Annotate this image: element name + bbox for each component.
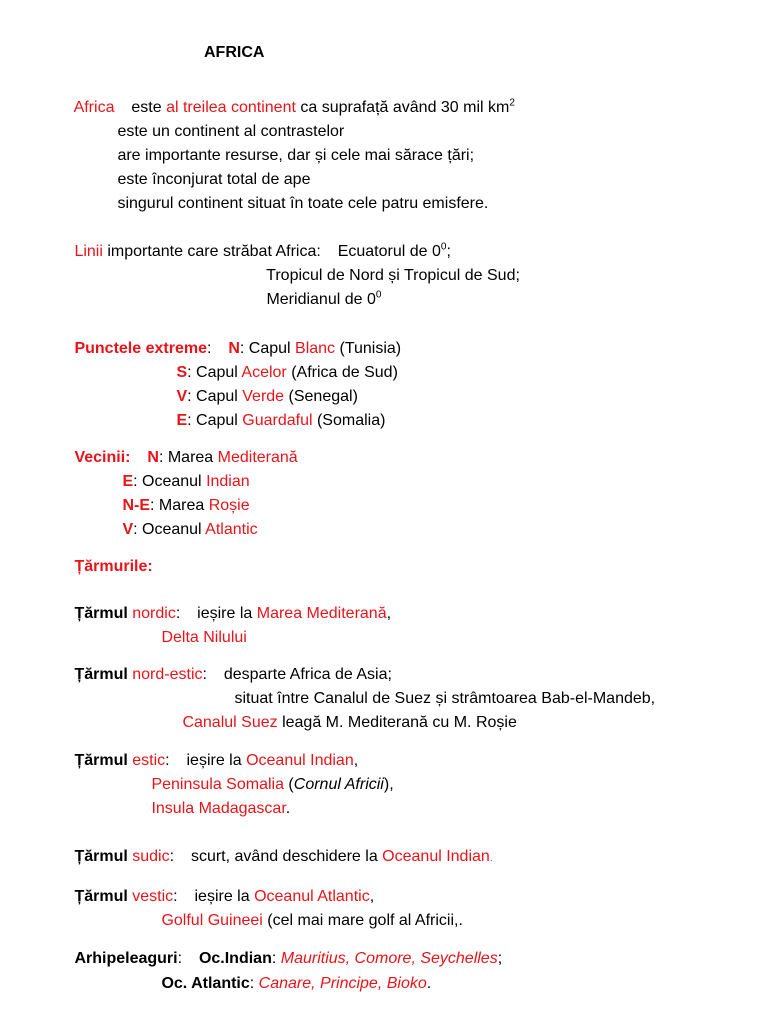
direction: E: [122, 473, 134, 490]
text: :: [177, 950, 187, 967]
text: ;: [497, 950, 503, 967]
place-name: Peninsula Somalia: [151, 776, 284, 793]
text: importante care străbat Africa:: [102, 243, 326, 260]
tarm-nordestic-sub: [222, 690, 655, 708]
intro-sub-line: [105, 195, 488, 213]
tarm-sudic-line: Țărmul sudic: scurt, având deschidere la Oceanul Indian.: [74, 848, 493, 865]
place-name: Guardaful: [242, 412, 313, 429]
vecini-sub-line: [110, 473, 250, 491]
puncte-line: [62, 340, 401, 358]
page-title: AFRICA: [204, 44, 265, 61]
superscript: 0: [440, 241, 447, 253]
place-name: Insula Madagascar: [151, 800, 286, 817]
text: ieșire la: [186, 752, 247, 769]
place-name: Delta Nilului: [161, 629, 247, 646]
tarm-nordestic-line: Țărmul nord-estic: desparte Africa de Asia;: [74, 666, 392, 683]
text: : Capul: [187, 412, 243, 429]
arhipelaguri-label: Arhipeleaguri: [74, 950, 178, 967]
tarm-nordic-line: Țărmul nordic: ieșire la Marea Mediterană,: [74, 605, 392, 622]
direction: S: [176, 364, 188, 381]
intro-sub-line: [105, 147, 474, 165]
puncte-sub-line: [164, 388, 358, 406]
puncte-label: Punctele extreme: [74, 340, 207, 357]
vecini-label: Vecinii:: [74, 449, 131, 466]
text: .: [489, 853, 493, 864]
island-list: Mauritius, Comore, Seychelles: [280, 950, 498, 967]
text: :: [206, 340, 216, 357]
intro-sub-line: [105, 171, 310, 189]
text: ,: [369, 888, 375, 905]
direction: V: [122, 521, 134, 538]
tarm-nordestic-sub: [170, 714, 517, 732]
text: (Senegal): [284, 388, 358, 405]
text: scurt, având deschidere la: [190, 848, 383, 865]
africa-term: Africa: [73, 99, 115, 116]
island-list: Canare, Principe, Bioko: [258, 975, 427, 992]
text: (Somalia): [312, 412, 386, 429]
tarmul-label: Țărmul: [74, 848, 128, 865]
vecini-line: [62, 449, 298, 467]
tarm-kind: estic: [132, 752, 166, 769]
tarm-estic-sub: [139, 776, 394, 794]
direction: E: [176, 412, 188, 429]
tarm-kind: nordic: [132, 605, 176, 622]
linii-line: [62, 243, 451, 261]
place-name: Marea Mediterană: [256, 605, 387, 622]
tarm-kind: vestic: [132, 888, 174, 905]
tarmul-label: Țărmul: [74, 752, 128, 769]
puncte-sub-line: [164, 364, 398, 382]
italic-text: Cornul Africii: [293, 776, 384, 793]
text: (Africa de Sud): [286, 364, 398, 381]
linii-sub-line: [254, 291, 381, 309]
text: : Oceanul: [133, 521, 206, 538]
text: Ecuatorul de 0: [337, 243, 441, 260]
intro-sub-line: [105, 123, 344, 141]
text: Tropicul de Nord și Tropicul de Sud;: [266, 267, 520, 284]
puncte-sub-line: [164, 412, 385, 430]
text: (Tunisia): [335, 340, 402, 357]
text: (: [283, 776, 294, 793]
text: este: [126, 99, 167, 116]
place-name: Mediterană: [217, 449, 298, 466]
tarm-estic-sub: [139, 800, 290, 818]
direction: V: [176, 388, 188, 405]
ocean-label: Oc.Indian: [198, 950, 272, 967]
text: : Oceanul: [133, 473, 207, 490]
place-name: Indian: [206, 473, 250, 490]
place-name: Oceanul Indian: [246, 752, 354, 769]
place-name: Blanc: [295, 340, 336, 357]
tarm-nordic-sub: [149, 629, 247, 647]
intro-line: [62, 99, 515, 117]
text: : Capul: [187, 364, 242, 381]
text: Meridianul de 0: [266, 291, 376, 308]
text: : Capul: [187, 388, 243, 405]
linii-label: Linii: [74, 243, 103, 260]
text: : Capul: [239, 340, 296, 357]
text: : Marea: [158, 449, 218, 466]
text: ca suprafață având 30 mil km: [295, 99, 510, 116]
superscript: 0: [375, 289, 382, 301]
place-name: Golful Guineei: [161, 912, 263, 929]
tarm-kind: nord-estic: [132, 666, 203, 683]
text: leagă M. Mediterană cu M. Roșie: [277, 714, 517, 731]
vecini-sub-line: [110, 521, 258, 539]
direction: N-E: [122, 497, 151, 514]
text: ;: [446, 243, 451, 260]
text: desparte Africa de Asia;: [223, 666, 392, 683]
text: singurul continent situat în toate cele patru emisfere.: [117, 195, 489, 212]
text: situat între Canalul de Suez și strâmtoarea Bab-el-Mandeb,: [234, 690, 656, 707]
text: .: [426, 975, 432, 992]
highlight-term: al treilea continent: [166, 99, 296, 116]
place-name: Atlantic: [205, 521, 258, 538]
place-name: Roșie: [208, 497, 250, 514]
tarmurile-heading: [62, 558, 153, 576]
vecini-sub-line: [110, 497, 250, 515]
text: este un continent al contrastelor: [117, 123, 345, 140]
direction: N: [147, 449, 159, 466]
superscript: 2: [509, 97, 515, 109]
text: ieșire la: [197, 605, 257, 622]
tarm-vestic-line: Țărmul vestic: ieșire la Oceanul Atlantic,: [74, 888, 375, 905]
text: are importante resurse, dar și cele mai sărace țări;: [117, 147, 475, 164]
text: ,: [386, 605, 392, 622]
linii-sub-line: [254, 267, 520, 285]
tarmurile-label: Țărmurile:: [74, 558, 153, 575]
direction: N: [228, 340, 240, 357]
arhipelaguri-sub: Oc. Atlantic: Canare, Principe, Bioko.: [161, 975, 432, 992]
text: .: [285, 800, 291, 817]
place-name: Acelor: [241, 364, 287, 381]
tarmul-label: Țărmul: [74, 888, 128, 905]
text: ieșire la: [194, 888, 255, 905]
tarmul-label: Țărmul: [74, 605, 128, 622]
arhipelaguri-line: Arhipeleaguri: Oc.Indian: Mauritius, Comore, Seychelles;: [74, 950, 503, 967]
tarm-kind: sudic: [132, 848, 170, 865]
text: (cel mai mare golf al Africii,.: [262, 912, 463, 929]
ocean-label: Oc. Atlantic: [161, 975, 250, 992]
text: ),: [383, 776, 394, 793]
text: ,: [353, 752, 359, 769]
place-name: Oceanul Atlantic: [254, 888, 370, 905]
text: : Marea: [150, 497, 209, 514]
text: este înconjurat total de ape: [117, 171, 311, 188]
tarm-vestic-sub: [149, 912, 463, 930]
tarmul-label: Țărmul: [74, 666, 128, 683]
place-name: Oceanul Indian: [382, 848, 490, 865]
place-name: Canalul Suez: [182, 714, 278, 731]
place-name: Verde: [242, 388, 285, 405]
tarm-estic-line: Țărmul estic: ieșire la Oceanul Indian,: [74, 752, 359, 769]
